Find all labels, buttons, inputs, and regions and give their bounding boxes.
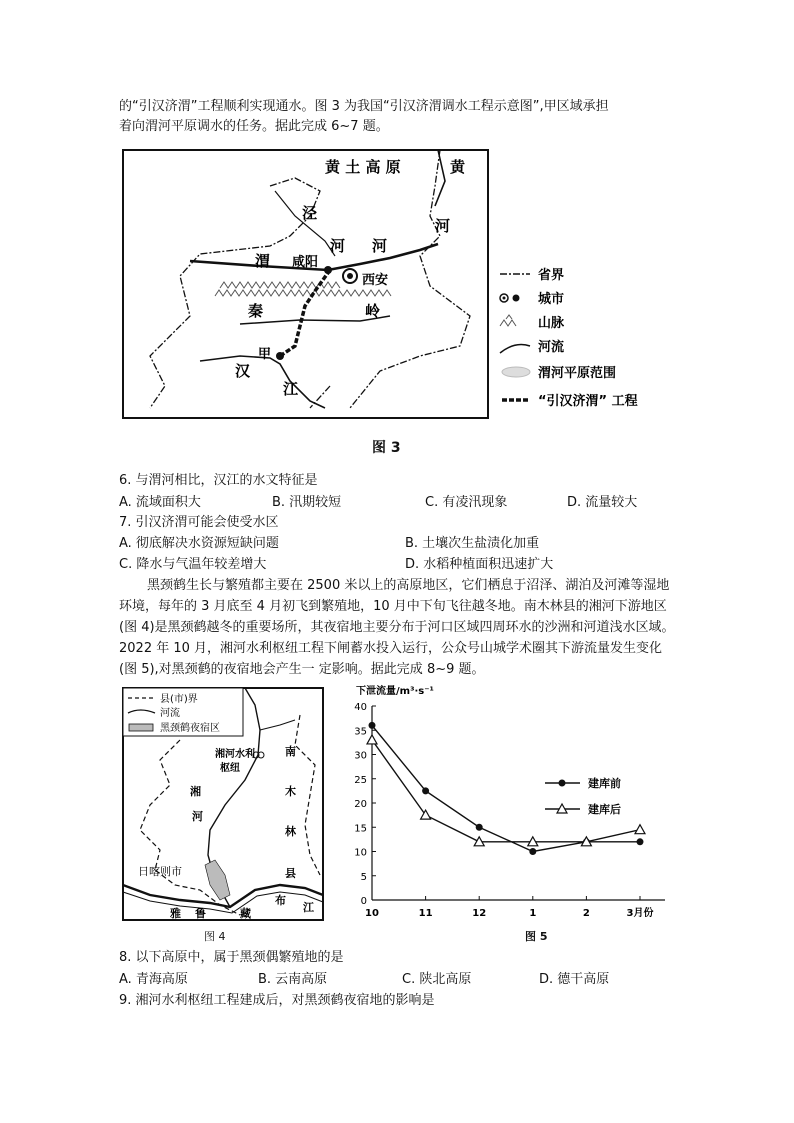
label-huangtu: 黄 土 高 原 (325, 158, 401, 176)
label-xianyang: 咸阳 (292, 255, 319, 270)
q7-option-d: D. 水稻种植面积迅速扩大 (405, 557, 554, 572)
q7-option-a: A. 彻底解决水资源短缺问题 (119, 536, 279, 551)
figure-3-map (120, 146, 680, 421)
y-tick-label: 40 (354, 702, 367, 713)
xianyang-city-dot (324, 266, 332, 274)
label-jiang: 江 (283, 380, 299, 398)
q6-option-d: D. 流量较大 (567, 495, 638, 510)
data-point-after (367, 735, 377, 744)
svg-text:渭河平原范围: 渭河平原范围 (538, 366, 617, 381)
svg-text:日喀则市: 日喀则市 (138, 865, 182, 878)
label-xian: 西安 (362, 273, 389, 288)
figure-4-map (120, 685, 330, 925)
x-tick-label: 12 (472, 908, 487, 919)
figure-5-chart (340, 680, 680, 940)
data-point-before (476, 824, 483, 831)
svg-text:南: 南 (285, 745, 296, 758)
svg-text:湘河水利: 湘河水利 (215, 749, 255, 760)
intro-line-1: 的“引汉济渭”工程顺利实现通水。图 3 为我国“引汉济渭调水工程示意图”,甲区域承担 (119, 99, 609, 114)
svg-text:河流: 河流 (538, 340, 565, 355)
legend-label: 建库前 (588, 777, 621, 790)
label-he-right: 河 (435, 217, 451, 235)
xian-city-dot (347, 273, 353, 279)
svg-text:鲁: 鲁 (195, 907, 206, 920)
label-han: 汉 (235, 362, 251, 380)
q6-option-a: A. 流域面积大 (119, 495, 201, 510)
legend-label: 建库后 (588, 803, 621, 816)
svg-text:山脉: 山脉 (538, 316, 565, 331)
q6-option-c: C. 有凌汛现象 (425, 495, 508, 510)
y-tick-label: 25 (354, 774, 367, 786)
svg-text:湘: 湘 (190, 785, 201, 798)
figure-4-caption: 图 4 (204, 930, 226, 943)
svg-text:江: 江 (303, 901, 314, 914)
svg-text:河流: 河流 (160, 708, 180, 719)
svg-text:河: 河 (192, 810, 203, 823)
chart-ylabel: 下泄流量/m³·s⁻¹ (356, 686, 434, 697)
y-tick-label: 30 (354, 750, 367, 762)
q8-option-d: D. 德干高原 (539, 972, 610, 987)
q8-option-c: C. 陕北高原 (402, 972, 472, 987)
y-tick-label: 0 (360, 896, 367, 907)
x-tick-label: 3月份 (626, 908, 654, 919)
figure-5-caption: 图 5 (525, 930, 548, 943)
svg-text:木: 木 (285, 785, 296, 798)
svg-text:省界: 省界 (538, 268, 565, 283)
province-boundary-3 (310, 386, 330, 408)
label-jia: 甲 (258, 347, 272, 362)
q8-stem: 8. 以下高原中，属于黑颈偶繁殖地的是 (119, 950, 344, 965)
figure-3-legend (500, 267, 638, 409)
label-qin: 秦 (248, 302, 264, 320)
q7-stem: 7. 引汉济渭可能会使受水区 (119, 515, 279, 530)
svg-text:藏: 藏 (240, 907, 251, 920)
label-jing: 泾 (302, 204, 318, 222)
data-point-before (529, 848, 536, 855)
passage-text: 黑颈鹤生长与繁殖都主要在 2500 米以上的高原地区，它们栖息于沼泽、湖泊及河滩等湿地环境，每年的 3 月底至 4 月初飞到繁殖地，10 月中下旬飞往越冬地。南木林县的湘河下游地区(图 4)是黑颈鹤越冬的重要场所，其夜宿地主要分布于河口区域四周环水的沙洲和河道浅水区域。2022 年 10 月，湘河水利枢纽工程下闸蓄水投入运行，公众号山城学术圈其下游流量发生变化(图 5),对黑颈鹤的夜宿地会产生一 定影响。据此完成 8~9 题。 (119, 578, 675, 677)
county-boundary-2 (295, 715, 320, 875)
svg-text:枢纽: 枢纽 (220, 763, 240, 774)
y-tick-label: 35 (354, 726, 367, 738)
data-point-after (421, 810, 431, 819)
data-point-before (369, 722, 376, 729)
figure-3-caption: 图 3 (372, 440, 401, 456)
svg-text:黑颈鹤夜宿区: 黑颈鹤夜宿区 (160, 723, 220, 734)
label-he2: 河 (372, 237, 388, 255)
han-river (200, 356, 325, 408)
jia-point (276, 352, 284, 360)
q7-option-b: B. 土壤次生盐渍化加重 (405, 536, 540, 551)
svg-text:雅: 雅 (170, 907, 181, 920)
y-tick-label: 15 (354, 823, 367, 835)
label-he1: 河 (330, 237, 346, 255)
data-point-after (635, 825, 645, 834)
q6-stem: 6. 与渭河相比，汉江的水文特征是 (119, 473, 318, 488)
q8-option-b: B. 云南高原 (258, 972, 328, 987)
intro-line-2: 着向渭河平原调水的任务。据此完成 6~7 题。 (119, 119, 389, 134)
label-wei: 渭 (255, 252, 271, 270)
x-tick-label: 10 (365, 908, 379, 919)
svg-text:县: 县 (285, 867, 296, 880)
data-point-before (637, 838, 644, 845)
roost-area (205, 860, 230, 900)
jing-river (275, 191, 335, 256)
label-ling: 岭 (365, 302, 381, 320)
svg-text:“引汉济渭” 工程: “引汉济渭” 工程 (538, 394, 638, 409)
y-tick-label: 20 (354, 799, 367, 810)
xiang-river-branch (260, 720, 295, 730)
label-huang: 黄 (450, 158, 466, 176)
legend-marker (559, 780, 566, 787)
q9-stem: 9. 湘河水利枢纽工程建成后，对黑颈鹤夜宿地的影响是 (119, 993, 435, 1008)
q8-option-a: A. 青海高原 (119, 972, 188, 987)
x-tick-label: 11 (418, 908, 433, 919)
data-point-before (422, 787, 429, 794)
svg-text:林: 林 (285, 825, 296, 838)
x-tick-label: 2 (582, 908, 590, 919)
y-tick-label: 5 (360, 871, 367, 883)
svg-text:县(市)界: 县(市)界 (160, 694, 198, 705)
q6-option-b: B. 汛期较短 (272, 495, 342, 510)
series-line-2 (372, 740, 640, 842)
q7-option-c: C. 降水与气温年较差增大 (119, 557, 267, 572)
svg-text:布: 布 (275, 894, 286, 907)
svg-text:城市: 城市 (538, 292, 565, 307)
x-tick-label: 1 (529, 908, 537, 919)
y-tick-label: 10 (354, 847, 367, 859)
